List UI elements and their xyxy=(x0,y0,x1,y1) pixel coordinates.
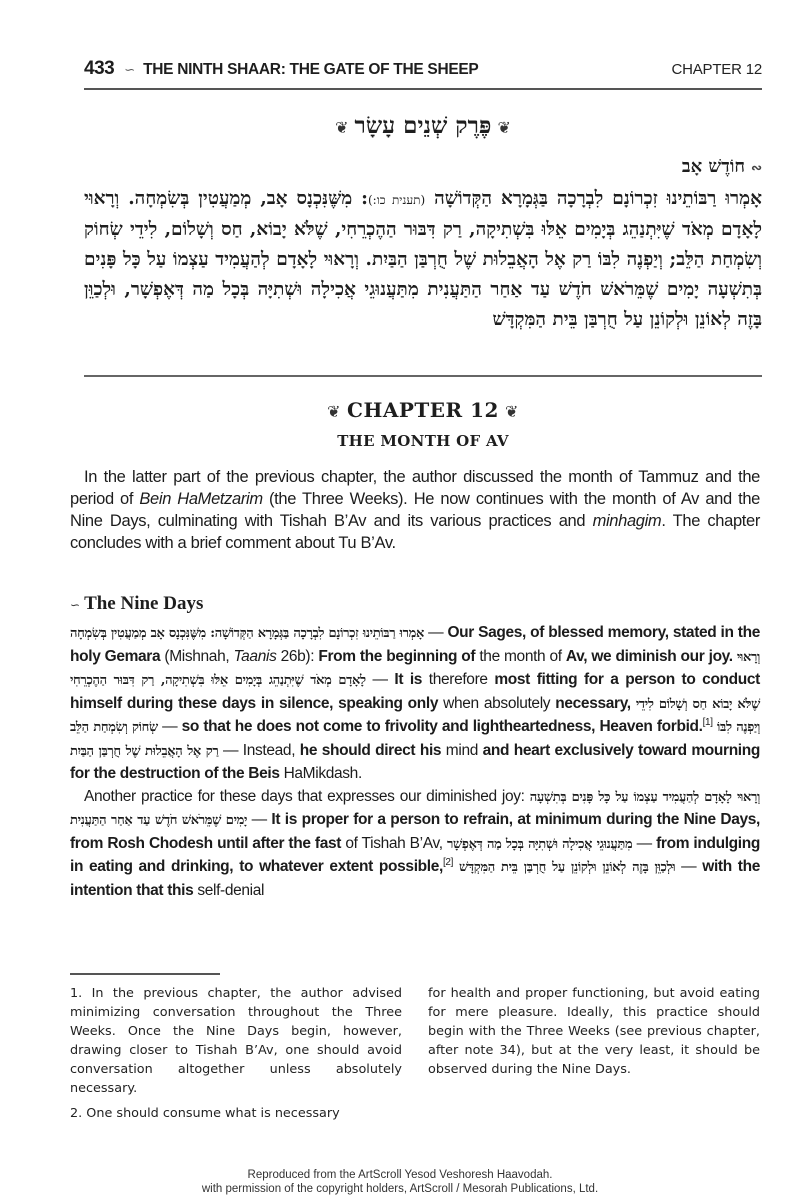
fleuron-left-icon: ❦ xyxy=(335,117,349,137)
fleuron-left-icon: ❦ xyxy=(327,402,342,421)
intro-paragraph xyxy=(70,466,760,554)
header-rule xyxy=(84,88,762,90)
hebrew-quote: אָמְרוּ רַבּוֹתֵינוּ זִכְרוֹנָם לִבְרָכָה בַּגְּמָרָא הַקְּדוֹשָׁה: מִשֶּׁנִּכְנָס אָב מְמַעֲטִין בְּשִׂמְחָה xyxy=(70,626,424,641)
intro-text: (the Three Weeks). He now continues with the month of Av and the Nine Days, culminating with Tishah B’Av and its various practices and xyxy=(70,490,761,530)
running-head xyxy=(84,58,762,84)
text: therefore xyxy=(422,671,495,688)
body-paragraph xyxy=(70,622,760,786)
text: HaMikdash. xyxy=(279,765,362,782)
footnote-rule xyxy=(70,973,220,975)
chapter-heading-text: CHAPTER 12 xyxy=(347,398,499,422)
intro-text: . The chapter concludes with a brief comment about Tu B’Av. xyxy=(70,512,760,552)
bold-text: necessary, xyxy=(555,694,631,712)
bold-text: Av, we diminish our joy. xyxy=(565,647,733,665)
footnotes xyxy=(70,984,760,1129)
text: (Mishnah, xyxy=(160,647,234,665)
text: — xyxy=(675,858,703,875)
text: — xyxy=(247,811,272,828)
swash-ornament-icon: ∽ xyxy=(70,598,81,612)
text: self-denial xyxy=(193,881,265,899)
bold-text: with the intention that this xyxy=(70,858,760,899)
hebrew-quote: וְרָאוּי לָאָדָם מְאֹד שֶׁיִּתְנַהֵג בְּיָמִים אֵלּוּ בִּשְׁתִיקָה, רַק דִּבּוּר הַהֶכְרֵחִי xyxy=(70,649,760,688)
running-title: THE NINTH SHAAR: THE GATE OF THE SHEEP xyxy=(143,61,479,78)
hebrew-quote: שֶׁלֹּא יָבוֹא חַס וְשָׁלוֹם לִידֵי שְׂחוֹק וְשִׂמְחַת הַלֵּב xyxy=(70,696,760,735)
hebrew-paragraph-body: : מִשֶּׁנִּכְנָס אָב, מְמַעֲטִין בְּשִׂמְחָה. וְרָאוּי לָאָדָם מְאֹד שֶׁיִּתְנַהֵג בְּיָמִים אֵלּוּ בִּשְׁתִיקָה, רַק דִּבּוּר הַהֶכְרֵחִי, שֶׁלֹּא יָבוֹא, חַס וְשָׁלוֹם, לִידֵי שְׂחוֹק וְשִׂמְחַת הַלֵּב; וְיַפְנֶה לִבּוֹ רַק אֶל הָאֲבֵלוּת שֶׁל חֻרְבַּן הַבַּיִת. וְרָאוּי לָאָדָם לְהַעֲמִיד עַצְמוֹ עַל כָּל פָּנִים בְּתִשְׁעָה יָמִים שֶׁמֵּרֹאשׁ חֹדֶשׁ עַד אַחַר הַתַּעֲנִית מִתַּעֲנוּגֵי אֲכִילָה וּשְׁתִיָּה בְּכָל מַה דְּאֶפְשָׁר, וּלְכַוֵּן בָּזֶה לְאוֹנֵן וּלְקוֹנֵן עַל חֻרְבַּן בֵּית הַמִּקְדָּשׁ xyxy=(84,188,762,330)
text: — xyxy=(632,834,657,852)
chapter-subheading: THE MONTH OF AV xyxy=(337,432,509,450)
bold-text: so that he does not come to frivolity and lightheartedness, Heaven forbid. xyxy=(181,718,703,735)
swash-ornament-icon: ∽ xyxy=(124,62,136,77)
hebrew-chapter-title xyxy=(84,112,762,139)
bold-text: he should direct his xyxy=(299,741,442,759)
footnote-ref-1[interactable]: [1] xyxy=(702,716,713,728)
text: of Tishah B’Av, xyxy=(341,834,447,852)
bold-text: from indulging in eating and drinking, to whatever extent possible, xyxy=(70,834,760,875)
text: Another practice for these days that expresses our diminished joy: xyxy=(84,787,525,805)
text: 26b): xyxy=(276,647,319,665)
text: — xyxy=(365,671,395,688)
bold-text: It is proper for a person to refrain, at minimum during the Nine Days, from Rosh Chodesh until after the fast xyxy=(70,811,760,852)
hebrew-quote: וְיַפְנֶה לִבּוֹ רַק אֶל הָאֲבֵלוּת שֶׁל חֻרְבַּן הַבַּיִת xyxy=(70,720,760,759)
bold-text: From the beginning of xyxy=(318,647,476,665)
bold-text: and heart exclusively toward mourning for the destruction of the Beis xyxy=(70,741,761,782)
hebrew-subtitle-text: חוֹדֶשׁ אָב xyxy=(681,156,746,177)
body-text xyxy=(70,622,760,902)
hebrew-quote: וְרָאוּי לָאָדָם לְהַעֲמִיד עַצְמוֹ עַל כָּל פָּנִים בְּתִשְׁעָה יָמִים שֶׁמֵּרֹאשׁ חֹדֶשׁ עַד אַחַר הַתַּעֲנִית xyxy=(70,789,760,828)
text: mind xyxy=(441,741,483,759)
intro-text: In the latter part of the previous chapter, the author discussed the month of Tammuz and the period of xyxy=(70,468,760,508)
hebrew-citation: (תענית כו:) xyxy=(367,193,426,207)
footnote-column-right xyxy=(428,984,760,1129)
footnote-2: 2. One should consume what is necessary xyxy=(70,1106,340,1121)
text: — xyxy=(423,624,448,641)
hebrew-paragraph-lead: אָמְרוּ רַבּוֹתֵינוּ זִכְרוֹנָם לִבְרָכָה בַּגְּמָרָא הַקְּדוֹשָׁה xyxy=(434,188,762,209)
chapter-heading xyxy=(84,398,762,422)
hebrew-subtitle xyxy=(682,156,762,177)
italic-text: Taanis xyxy=(233,647,277,665)
text: the month of xyxy=(475,647,566,665)
page-number: 433 xyxy=(84,58,115,79)
intro-italic: Bein HaMetzarim xyxy=(139,490,263,508)
running-chapter: CHAPTER 12 xyxy=(671,61,762,78)
credit-line-2: with permission of the copyright holders, ArtScroll / Mesorah Publications, Ltd. xyxy=(201,1183,599,1195)
fleuron-right-icon: ❦ xyxy=(497,117,511,137)
hebrew-quote: מִתַּעֲנוּגֵי אֲכִילָה וּשְׁתִיָּה בְּכָל מַה דְּאֶפְשָׁר xyxy=(446,836,633,852)
hebrew-chapter-title-text: פֶּרֶק שְׁנֵים עָשָׂר xyxy=(354,112,492,139)
section-rule xyxy=(84,375,762,377)
text: — Instead, xyxy=(218,741,300,759)
fleuron-right-icon: ❦ xyxy=(504,402,519,421)
swash-ornament-icon: ∾ xyxy=(751,161,762,176)
text: when absolutely xyxy=(438,694,556,712)
bold-text: Our Sages, of blessed memory, stated in the holy Gemara xyxy=(70,624,760,665)
hebrew-paragraph xyxy=(84,184,762,335)
footnote-column-left xyxy=(70,984,402,1129)
bold-text: most fitting for a person to conduct himself during these days in silence, speaking only xyxy=(70,671,760,712)
section-heading-text: The Nine Days xyxy=(84,593,204,614)
body-paragraph xyxy=(70,786,760,903)
bold-text: It is xyxy=(394,671,423,688)
footnote-2-continued: for health and proper functioning, but avoid eating for mere pleasure. Ideally, this practice should begin with the Three Weeks (see previous chapter, after note 34), but at the very least, it should be observed during the Nine Days. xyxy=(428,986,760,1077)
text: — xyxy=(157,718,182,735)
copyright-credit xyxy=(0,1168,800,1196)
section-heading xyxy=(70,593,203,615)
hebrew-quote: וּלְכַוֵּן בָּזֶה לְאוֹנֵן וּלְקוֹנֵן עַל חֻרְבַּן בֵּית הַמִּקְדָּשׁ xyxy=(459,860,676,875)
footnote-1: 1. In the previous chapter, the author advised minimizing conversation throughout the Three Weeks. Once the Nine Days begin, however, drawing closer to Tishah B’Av, one should avoid conversation altogether unless absolutely necessary. xyxy=(70,986,402,1096)
intro-italic: minhagim xyxy=(592,512,662,530)
credit-line-1: Reproduced from the ArtScroll Yesod Veshoresh Haavodah. xyxy=(247,1169,553,1181)
footnote-ref-2[interactable]: [2] xyxy=(442,856,454,868)
